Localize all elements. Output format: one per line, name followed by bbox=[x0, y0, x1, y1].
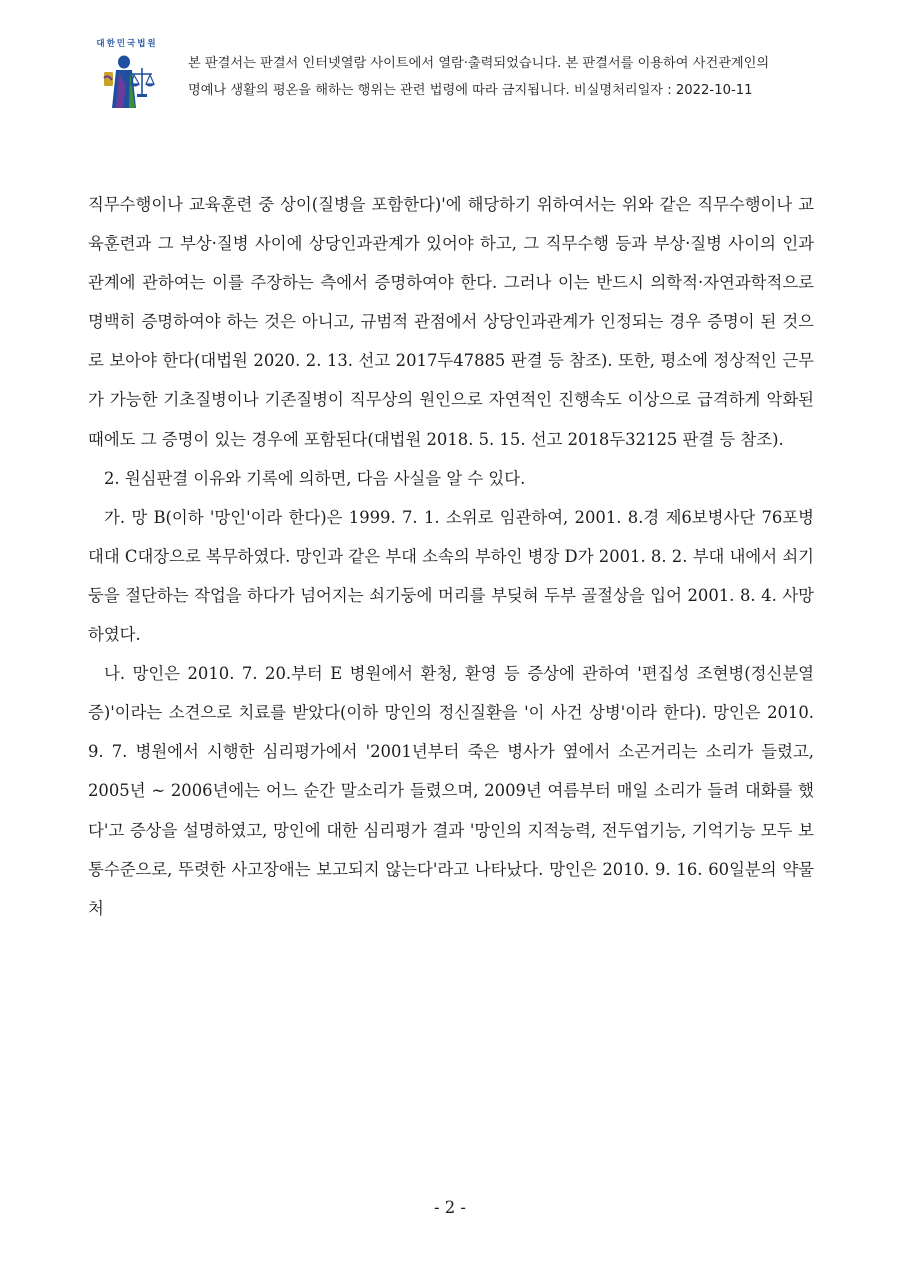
paragraph-legal-standard: 직무수행이나 교육훈련 중 상이(질병을 포함한다)'에 해당하기 위하여서는 위와 같은 직무수행이나 교육훈련과 그 부상·질병 사이에 상당인과관계가 있어야 하고, 그 직무수행 등과 부상·질병 사이의 인과관계에 관하여는 이를 주장하는 측에서 증명하여야 한다. 그러나 이는 반드시 의학적·자연과학적으로 명백히 증명하여야 하는 것은 아니고, 규범적 관점에서 상당인과관계가 인정되는 경우 증명이 된 것으로 보아야 한다(대법원 2020. 2. 13. 선고 2017두47885 판결 등 참조). 또한, 평소에 정상적인 근무가 가능한 기초질병이나 기존질병이 직무상의 원인으로 자연적인 진행속도 이상으로 급격하게 악화된 때에도 그 증명이 있는 경우에 포함된다(대법원 2018. 5. 15. 선고 2018두32125 판결 등 참조). bbox=[88, 195, 814, 449]
paragraph-na: 나. 망인은 2010. 7. 20.부터 E 병원에서 환청, 환영 등 증상에 관하여 '편집성 조현병(정신분열증)'이라는 소견으로 치료를 받았다(이하 망인의 정신질환을 '이 사건 상병'이라 한다). 망인은 2010. 9. 7. 병원에서 시행한 심리평가에서 '2001년부터 죽은 병사가 옆에서 소곤거리는 소리가 들렸고, 2005년 ~ 2006년에는 어느 순간 말소리가 들렸으며, 2009년 여름부터 매일 소리가 들려 대화를 했다'고 증상을 설명하였고, 망인에 대한 심리평가 결과 '망인의 지적능력, 전두엽기능, 기억기능 모두 보통수준으로, 뚜렷한 사고장애는 보고되지 않는다'라고 나타났다. 망인은 2010. 9. 16. 60일분의 약물처 bbox=[88, 664, 814, 918]
header-notice bbox=[188, 50, 828, 104]
notice-line-1: 본 판결서는 판결서 인터넷열람 사이트에서 열람·출력되었습니다. 본 판결서를 이용하여 사건관계인의 bbox=[188, 56, 770, 71]
notice-line-2: 명예나 생활의 평온을 해하는 행위는 관련 법령에 따라 금지됩니다. 비실명처리일자 : 2022-10-11 bbox=[188, 83, 753, 98]
page-header bbox=[86, 34, 826, 114]
judgment-body bbox=[88, 185, 814, 928]
paragraph-section-2: 2. 원심판결 이유와 기록에 의하면, 다음 사실을 알 수 있다. bbox=[104, 468, 526, 488]
court-emblem-logo bbox=[86, 34, 168, 112]
paragraph-ga: 가. 망 B(이하 '망인'이라 한다)은 1999. 7. 1. 소위로 임관하여, 2001. 8.경 제6보병사단 76포병대대 C대장으로 복무하였다. 망인과 같은 부대 소속의 부하인 병장 D가 2001. 8. 2. 부대 내에서 쇠기둥을 절단하는 작업을 하다가 넘어지는 쇠기둥에 머리를 부딪혀 두부 골절상을 입어 2001. 8. 4. 사망하였다. bbox=[88, 507, 814, 645]
logo-arc-text: 대한민국법원 bbox=[96, 39, 158, 49]
page-number: - 2 - bbox=[434, 1198, 466, 1217]
